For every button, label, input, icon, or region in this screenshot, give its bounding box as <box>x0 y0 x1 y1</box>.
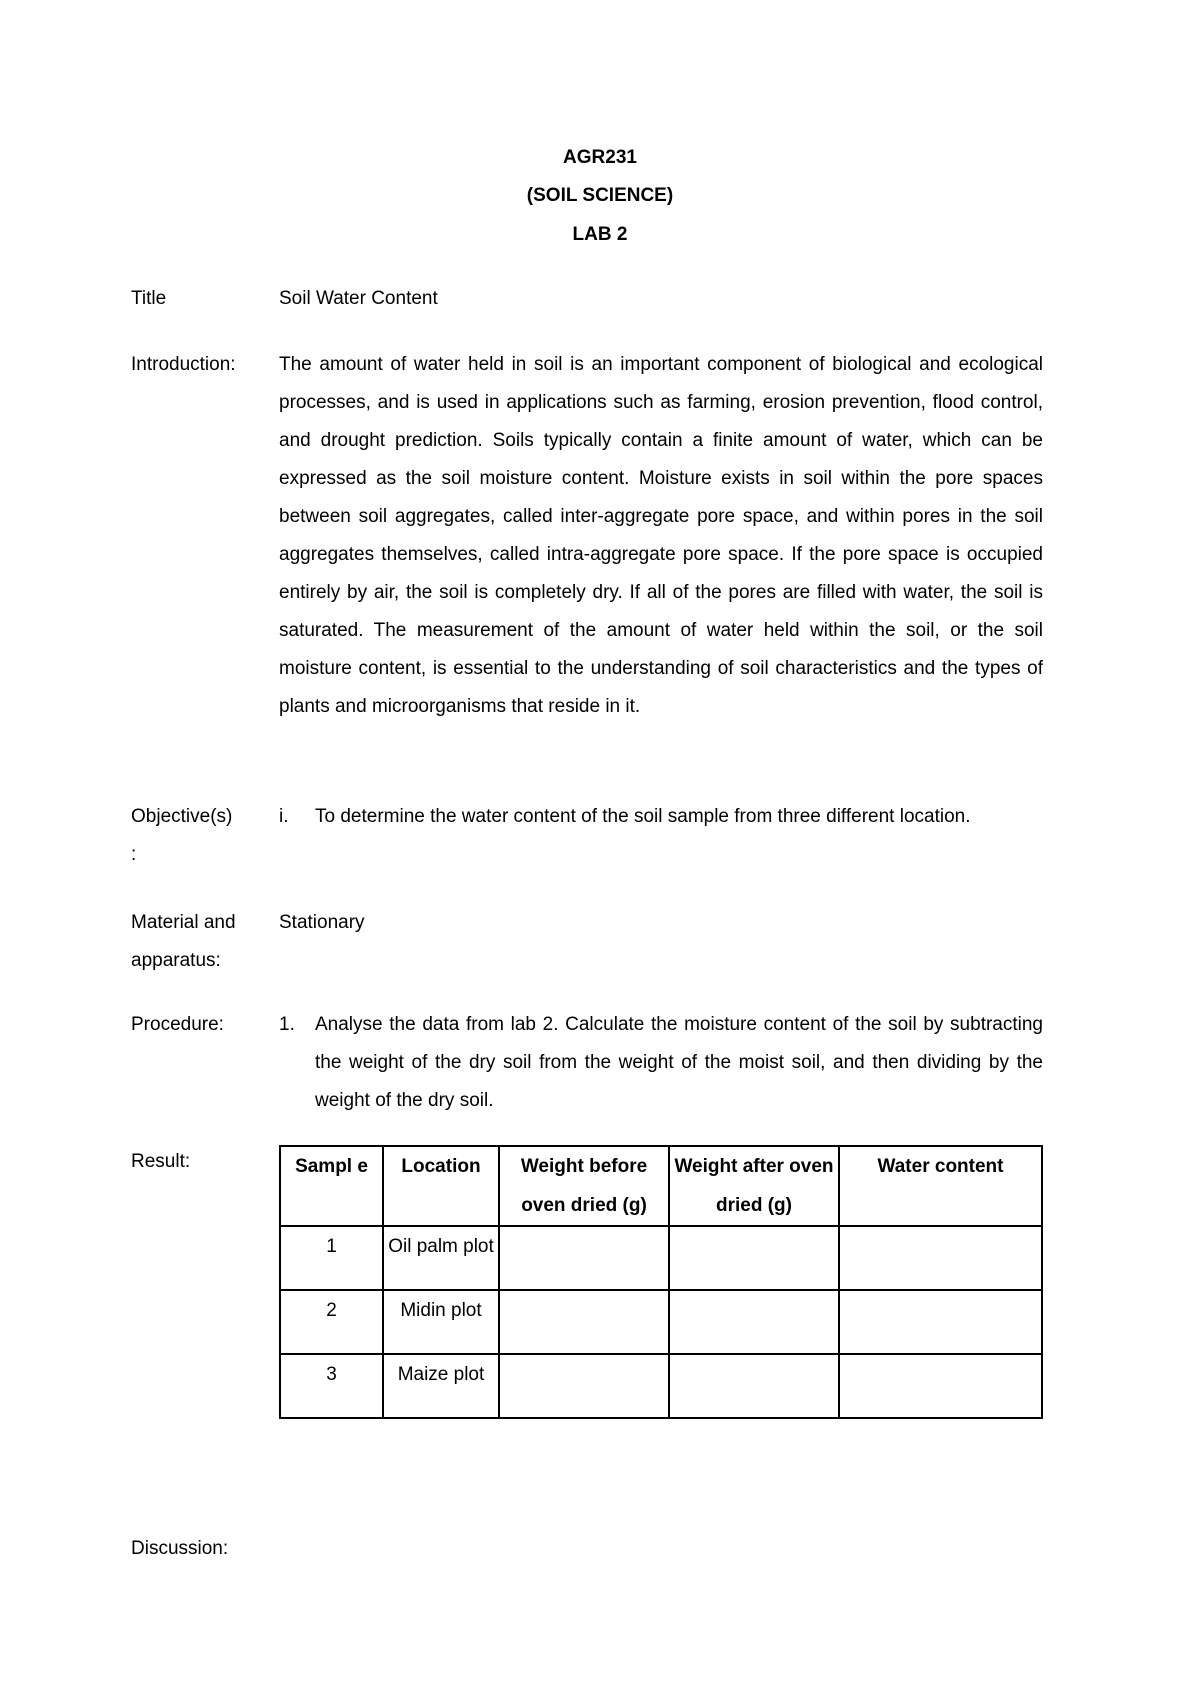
course-code: AGR231 <box>563 147 637 168</box>
cell-sample: 2 <box>280 1290 383 1354</box>
cell-sample: 1 <box>280 1226 383 1290</box>
objectives-label <box>131 798 271 874</box>
cell-location: Midin plot <box>383 1290 499 1354</box>
introduction-text: The amount of water held in soil is an important component of biological and ecological processes, and is used in applications such as farming, erosion prevention, flood control, and drought prediction. Soils typically contain a finite amount of water, which can be expressed as the soil moisture content. Moisture exists in soil within the pore spaces between soil aggregates, called inter-aggregate pore space, and within pores in the soil aggregates themselves, called intra-aggregate pore space. If the pore space is occupied entirely by air, the soil is completely dry. If all of the pores are filled with water, the soil is saturated. The measurement of the amount of water held within the soil, or the soil moisture content, is essential to the understanding of soil characteristics and the types of plants and microorganisms that reside in it. <box>279 354 1043 717</box>
cell-water-content[interactable] <box>839 1290 1042 1354</box>
cell-weight-after[interactable] <box>669 1290 839 1354</box>
lab-number: LAB 2 <box>572 224 628 245</box>
cell-location: Oil palm plot <box>383 1226 499 1290</box>
cell-water-content[interactable] <box>839 1354 1042 1418</box>
introduction-label: Introduction: <box>131 354 236 375</box>
table-row <box>280 1226 1042 1290</box>
cell-weight-before[interactable] <box>499 1290 669 1354</box>
objectives-label-line1: Objective(s) <box>131 806 233 827</box>
procedure-text: Analyse the data from lab 2. Calculate the moisture content of the soil by subtracting the weight of the dry soil from the weight of the moist soil, and then dividing by the weight of the dry soil. <box>315 1014 1043 1111</box>
table-row <box>280 1354 1042 1418</box>
header-sample: Sampl e <box>280 1146 383 1226</box>
objectives-label-line2: : <box>131 844 137 865</box>
materials-label-line2: apparatus: <box>131 950 221 971</box>
header-weight-after: Weight after oven dried (g) <box>669 1146 839 1226</box>
table-row <box>280 1290 1042 1354</box>
table-header-row <box>280 1146 1042 1226</box>
cell-location: Maize plot <box>383 1354 499 1418</box>
course-subject: (SOIL SCIENCE) <box>526 185 674 206</box>
header-weight-before: Weight before oven dried (g) <box>499 1146 669 1226</box>
discussion-label: Discussion: <box>131 1538 229 1559</box>
cell-weight-before[interactable] <box>499 1354 669 1418</box>
result-label: Result: <box>131 1151 191 1172</box>
result-table <box>279 1145 1043 1419</box>
header-water-content: Water content <box>839 1146 1042 1226</box>
title-value: Soil Water Content <box>279 288 438 309</box>
materials-label-line1: Material and <box>131 912 236 933</box>
title-label: Title <box>131 288 167 309</box>
objective-text: To determine the water content of the soil sample from three different location. <box>315 806 971 827</box>
materials-label <box>131 904 271 980</box>
cell-weight-after[interactable] <box>669 1226 839 1290</box>
materials-value: Stationary <box>279 912 365 933</box>
procedure-label: Procedure: <box>131 1014 224 1035</box>
procedure-marker: 1. <box>279 1014 295 1035</box>
cell-weight-before[interactable] <box>499 1226 669 1290</box>
cell-sample: 3 <box>280 1354 383 1418</box>
header-location: Location <box>383 1146 499 1226</box>
cell-water-content[interactable] <box>839 1226 1042 1290</box>
objective-marker: i. <box>279 806 289 827</box>
cell-weight-after[interactable] <box>669 1354 839 1418</box>
